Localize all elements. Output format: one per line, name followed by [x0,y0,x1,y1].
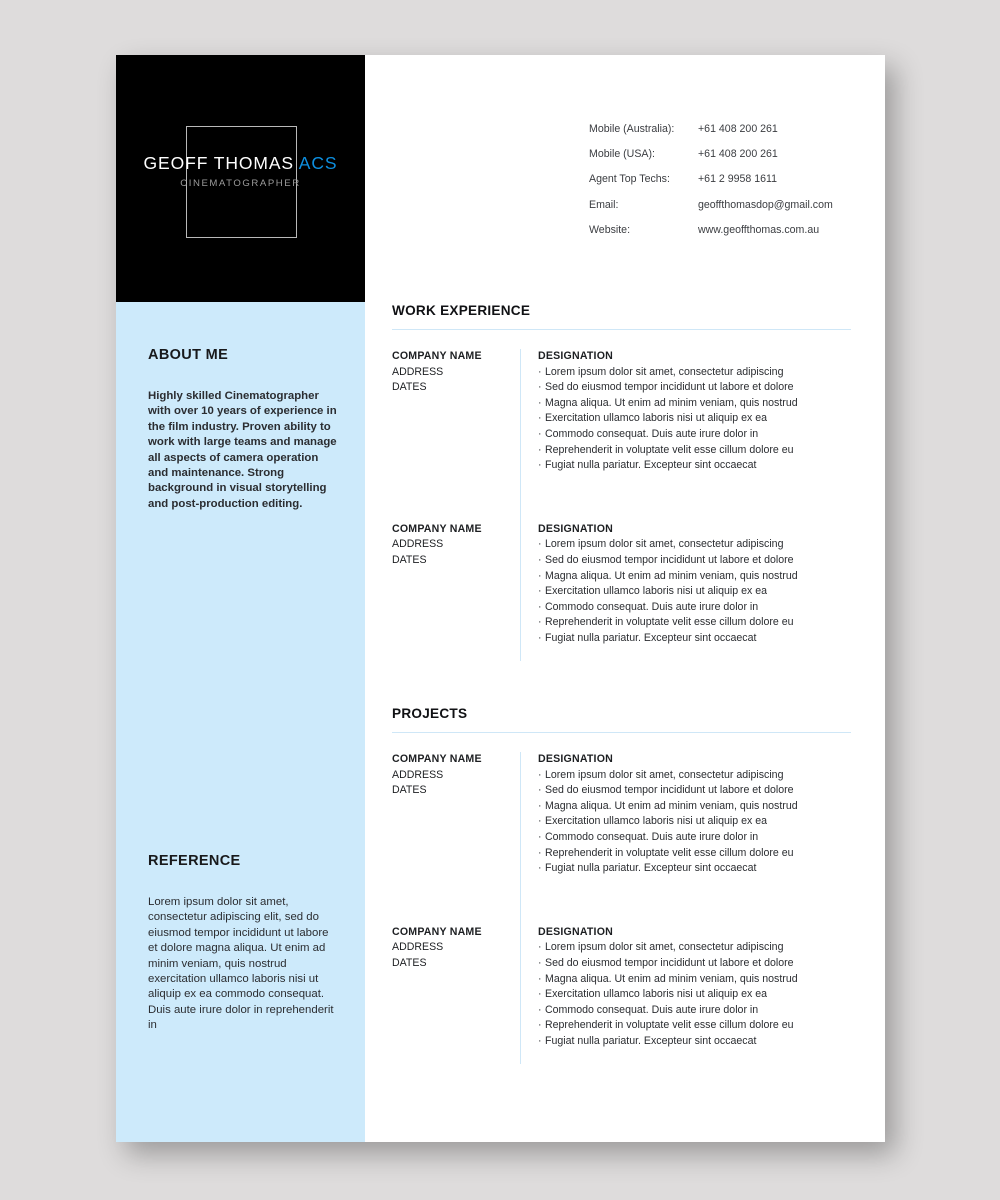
entry-bullet-list [538,768,851,877]
entry-company: COMPANY NAME [392,925,482,938]
entry-bullet: · Exercitation ullamco laboris nisi ut aliquip ex ea [538,584,851,600]
project-entry [392,752,851,877]
entry-dates: DATES [392,553,427,566]
entry-meta [392,349,520,474]
reference-heading: REFERENCE [148,853,241,869]
projects-entries [392,752,851,1064]
reference-body: Lorem ipsum dolor sit amet, consectetur adipiscing elit, sed do eiusmod tempor incididunt ut labore et dolore magna aliqua. Ut enim ad minim veniam, quis nostrud exercitation ullamco laboris nisi ut aliquip ex ea commodo consequat. Duis aute irure dolor in reprehenderit in [148,896,334,1032]
entries-spacer [392,647,851,661]
entry-dates: DATES [392,956,427,969]
entry-bullet: · Fugiat nulla pariatur. Excepteur sint occaecat [538,458,851,474]
entry-bullet: · Lorem ipsum dolor sit amet, consectetur adipiscing [538,768,851,784]
contact-value: +61 408 200 261 [698,123,778,135]
entry-dates: DATES [392,784,427,797]
entry-dates: DATES [392,381,427,394]
entry-bullet: · Sed do eiusmod tempor incididunt ut labore et dolore [538,783,851,799]
entry-bullet: · Sed do eiusmod tempor incididunt ut labore et dolore [538,553,851,569]
entry-meta [392,752,520,877]
entry-bullet: · Reprehenderit in voluptate velit esse cillum dolore eu [538,615,851,631]
entry-designation: DESIGNATION [538,925,613,938]
entry-address: ADDRESS [392,538,444,551]
entry-bullet: · Exercitation ullamco laboris nisi ut aliquip ex ea [538,814,851,830]
section-divider [392,329,851,330]
work-experience-title: WORK EXPERIENCE [392,303,531,318]
entry-meta [392,522,520,647]
entry-bullet: · Sed do eiusmod tempor incididunt ut labore et dolore [538,956,851,972]
entry-bullet: · Sed do eiusmod tempor incididunt ut labore et dolore [538,380,851,396]
work-experience-entries [392,349,851,661]
entry-detail [520,925,851,1050]
logo-name-accent: ACS [298,153,338,173]
entry-address: ADDRESS [392,768,444,781]
about-me-heading: ABOUT ME [148,347,229,363]
entry-company: COMPANY NAME [392,522,482,535]
entry-company: COMPANY NAME [392,753,482,765]
entry-bullet: · Lorem ipsum dolor sit amet, consectetur adipiscing [538,365,851,381]
contact-label: Mobile (USA): [589,148,655,161]
entry-address: ADDRESS [392,941,444,954]
contact-label: Agent Top Techs: [589,173,670,186]
entry-bullet: · Reprehenderit in voluptate velit esse cillum dolore eu [538,443,851,459]
contact-label: Website: [589,223,631,236]
contact-label: Email: [589,198,619,211]
entry-bullet: · Lorem ipsum dolor sit amet, consectetur adipiscing [538,537,851,553]
entries-spacer [392,1050,851,1064]
experience-entry [392,522,851,647]
entry-bullet: · Commodo consequat. Duis aute irure dolor in [538,830,851,846]
entry-bullet-list [538,365,851,474]
contact-details [589,123,833,249]
entry-bullet: · Commodo consequat. Duis aute irure dolor in [538,600,851,616]
contact-value: +61 408 200 261 [698,148,778,161]
entry-bullet-list [538,537,851,646]
entry-bullet: · Magna aliqua. Ut enim ad minim veniam, quis nostrud [538,569,851,585]
contact-value-email[interactable]: geoffthomasdop@gmail.com [698,198,833,211]
entry-bullet: · Magna aliqua. Ut enim ad minim veniam, quis nostrud [538,799,851,815]
entry-bullet: · Fugiat nulla pariatur. Excepteur sint occaecat [538,1034,851,1050]
contact-value: +61 2 9958 1611 [698,173,778,186]
logo-name-primary: GEOFF THOMAS [143,153,294,173]
entry-bullet: · Fugiat nulla pariatur. Excepteur sint occaecat [538,631,851,647]
contact-row [589,173,833,198]
entry-bullet: · Exercitation ullamco laboris nisi ut aliquip ex ea [538,411,851,427]
entry-bullet: · Magna aliqua. Ut enim ad minim veniam, quis nostrud [538,972,851,988]
entry-bullet: · Lorem ipsum dolor sit amet, consectetur adipiscing [538,940,851,956]
reference-section [148,853,340,1034]
entry-designation: DESIGNATION [538,522,613,535]
contact-row-website [589,224,833,249]
contact-value-website[interactable]: www.geoffthomas.com.au [698,223,820,236]
projects-section [392,706,851,1064]
logo-panel [116,55,365,302]
entry-bullet: · Magna aliqua. Ut enim ad minim veniam, quis nostrud [538,396,851,412]
entry-detail [520,522,851,647]
contact-row [589,123,833,148]
about-me-section [148,347,340,512]
entry-bullet: · Reprehenderit in voluptate velit esse cillum dolore eu [538,846,851,862]
work-experience-section [392,303,851,661]
entry-company: COMPANY NAME [392,350,482,362]
entry-detail [520,752,851,877]
entry-bullet: · Fugiat nulla pariatur. Excepteur sint occaecat [538,861,851,877]
contact-label: Mobile (Australia): [589,123,675,135]
entry-bullet: · Reprehenderit in voluptate velit esse cillum dolore eu [538,1018,851,1034]
main-content [365,55,885,1142]
entry-detail [520,349,851,474]
entry-bullet: · Commodo consequat. Duis aute irure dolor in [538,1003,851,1019]
entry-bullet: · Commodo consequat. Duis aute irure dolor in [538,427,851,443]
entry-address: ADDRESS [392,365,444,378]
entry-designation: DESIGNATION [538,753,613,765]
sidebar [116,55,365,1142]
entry-bullet-list [538,940,851,1049]
section-divider [392,732,851,733]
logo-text [116,155,365,188]
projects-title: PROJECTS [392,706,468,721]
contact-row-email [589,199,833,224]
logo-name [116,155,365,173]
contact-row [589,148,833,173]
experience-entry [392,349,851,474]
entry-meta [392,925,520,1050]
entry-designation: DESIGNATION [538,350,613,362]
logo-subtitle: CINEMATOGRAPHER [180,177,301,189]
about-me-body: Highly skilled Cinematographer with over 10 years of experience in the film industry. Proven ability to work with large teams and manage all aspects of camera operation and maintenance. Strong background in visual storytelling and post-production editing. [148,390,337,510]
project-entry [392,925,851,1050]
resume-page [116,55,885,1142]
entry-bullet: · Exercitation ullamco laboris nisi ut aliquip ex ea [538,987,851,1003]
